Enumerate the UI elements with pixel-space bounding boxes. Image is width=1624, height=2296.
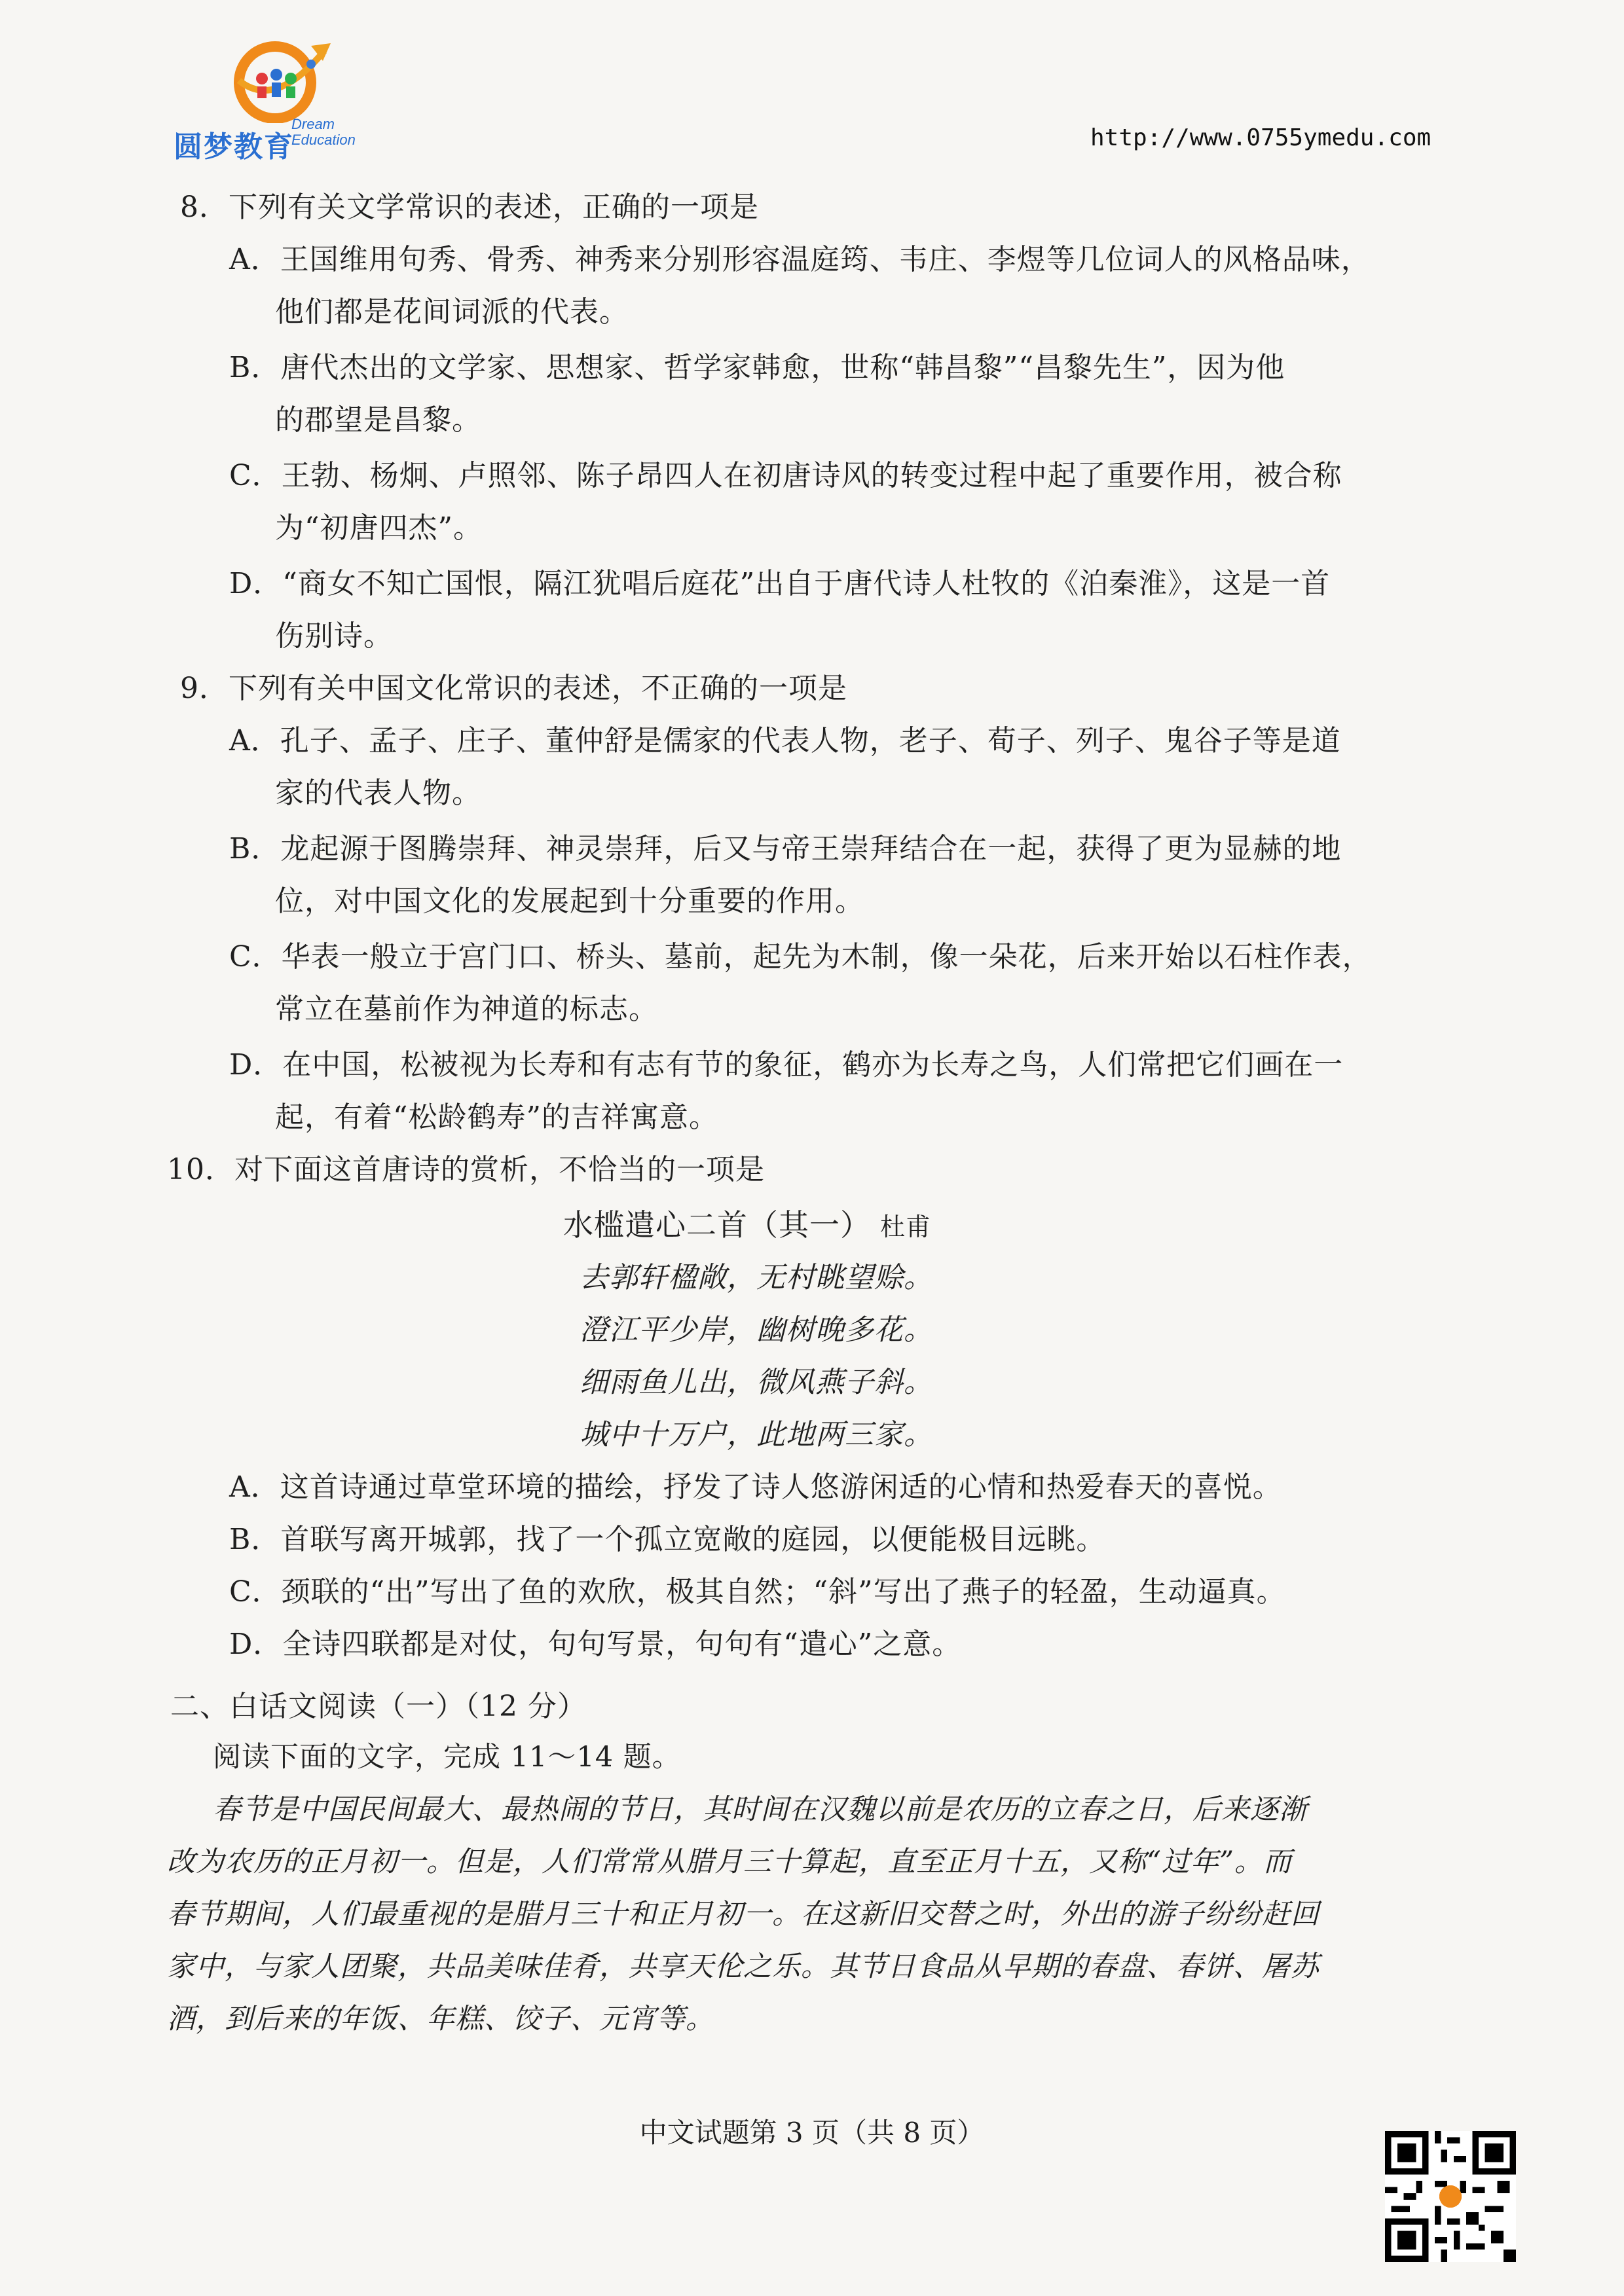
question-8-option-c: C．王勃、杨炯、卢照邻、陈子昂四人在初唐诗风的转变过程中起了重要作用，被合称 <box>229 459 1342 492</box>
poem-line: 细雨鱼儿出，微风燕子斜。 <box>580 1366 933 1399</box>
poem-line: 去郭轩楹敞，无村眺望赊。 <box>580 1261 933 1294</box>
poem-title-text: 水槛遣心二首（其一） <box>563 1207 871 1243</box>
logo-subtext-line2: Education <box>291 132 356 148</box>
question-8-option-d: D．“商女不知亡国恨，隔江犹唱后庭花”出自于唐代诗人杜牧的《泊秦淮》，这是一首 <box>229 567 1331 600</box>
section-instruction: 阅读下面的文字，完成 11～14 题。 <box>213 1741 681 1774</box>
question-10-option-c: C．颈联的“出”写出了鱼的欢欣，极其自然；“斜”写出了燕子的轻盈，生动逼真。 <box>229 1575 1286 1609</box>
passage-line: 酒，到后来的年饭、年糕、饺子、元宵等。 <box>167 2003 714 2035</box>
poem-line: 澄江平少岸，幽树晚多花。 <box>580 1313 933 1347</box>
poem-title <box>563 1201 931 1245</box>
question-10-stem: 10．对下面这首唐诗的赏析，不恰当的一项是 <box>167 1153 765 1186</box>
site-url[interactable]: http://www.0755ymedu.com <box>1090 124 1431 151</box>
question-8-option-d-cont: 伤别诗。 <box>275 619 393 653</box>
question-9-option-d: D．在中国，松被视为长寿和有志有节的象征，鹤亦为长寿之鸟，人们常把它们画在一 <box>229 1048 1344 1082</box>
passage-line: 春节是中国民间最大、最热闹的节日，其时间在汉魏以前是农历的立春之日，后来逐渐 <box>213 1793 1308 1826</box>
passage-line: 春节期间，人们最重视的是腊月三十和正月初一。在这新旧交替之时，外出的游子纷纷赶回 <box>167 1898 1320 1931</box>
question-10-option-a: A．这首诗通过草堂环境的描绘，抒发了诗人悠游闲适的心情和热爱春天的喜悦。 <box>229 1470 1282 1504</box>
question-9-stem: 9．下列有关中国文化常识的表述，不正确的一项是 <box>180 672 847 705</box>
question-9-option-a-cont: 家的代表人物。 <box>275 776 481 810</box>
question-9-option-d-cont: 起，有着“松龄鹤寿”的吉祥寓意。 <box>275 1101 718 1134</box>
question-9-option-a: A．孔子、孟子、庄子、董仲舒是儒家的代表人物，老子、荀子、列子、鬼谷子等是道 <box>229 724 1341 757</box>
page-footer: 中文试题第 3 页（共 8 页） <box>639 2117 985 2149</box>
poem-author: 杜甫 <box>880 1212 932 1241</box>
question-8-option-c-cont: 为“初唐四杰”。 <box>275 511 483 545</box>
question-8-option-a-cont: 他们都是花间词派的代表。 <box>275 295 629 329</box>
logo-subtext-line1: Dream <box>291 116 335 132</box>
question-8-option-b-cont: 的郡望是昌黎。 <box>275 403 481 437</box>
logo-text: 圆梦教育 <box>174 130 294 164</box>
question-10-option-b: B．首联写离开城郭，找了一个孤立宽敞的庭园，以便能极目远眺。 <box>229 1523 1106 1556</box>
poem-line: 城中十万户，此地两三家。 <box>580 1418 933 1451</box>
question-9-option-b: B．龙起源于图腾崇拜、神灵崇拜，后又与帝王崇拜结合在一起，获得了更为显赫的地 <box>229 832 1342 866</box>
logo-graphic-icon <box>213 31 344 123</box>
passage-line: 家中，与家人团聚，共品美味佳肴，共享天伦之乐。其节日食品从早期的春盘、春饼、屠苏 <box>167 1950 1320 1983</box>
section-heading: 二、白话文阅读（一）（12 分） <box>170 1690 587 1723</box>
question-10-option-d: D．全诗四联都是对仗，句句写景，句句有“遣心”之意。 <box>229 1628 962 1661</box>
question-8-stem: 8．下列有关文学常识的表述，正确的一项是 <box>180 191 759 224</box>
qr-code-icon <box>1385 2131 1516 2262</box>
passage-line: 改为农历的正月初一。但是，人们常常从腊月三十算起，直至正月十五，又称“过年”。而 <box>167 1846 1292 1878</box>
question-8-option-b: B．唐代杰出的文学家、思想家、哲学家韩愈，世称“韩昌黎”“昌黎先生”，因为他 <box>229 351 1285 384</box>
question-9-option-c-cont: 常立在墓前作为神道的标志。 <box>275 993 658 1026</box>
question-8-option-a: A．王国维用句秀、骨秀、神秀来分别形容温庭筠、韦庄、李煜等几位词人的风格品味， <box>229 243 1371 276</box>
logo <box>174 31 383 169</box>
logo-subtext <box>291 117 356 148</box>
question-9-option-b-cont: 位，对中国文化的发展起到十分重要的作用。 <box>275 884 864 918</box>
question-9-option-c: C．华表一般立于宫门口、桥头、墓前，起先为木制，像一朵花，后来开始以石柱作表， <box>229 940 1372 974</box>
